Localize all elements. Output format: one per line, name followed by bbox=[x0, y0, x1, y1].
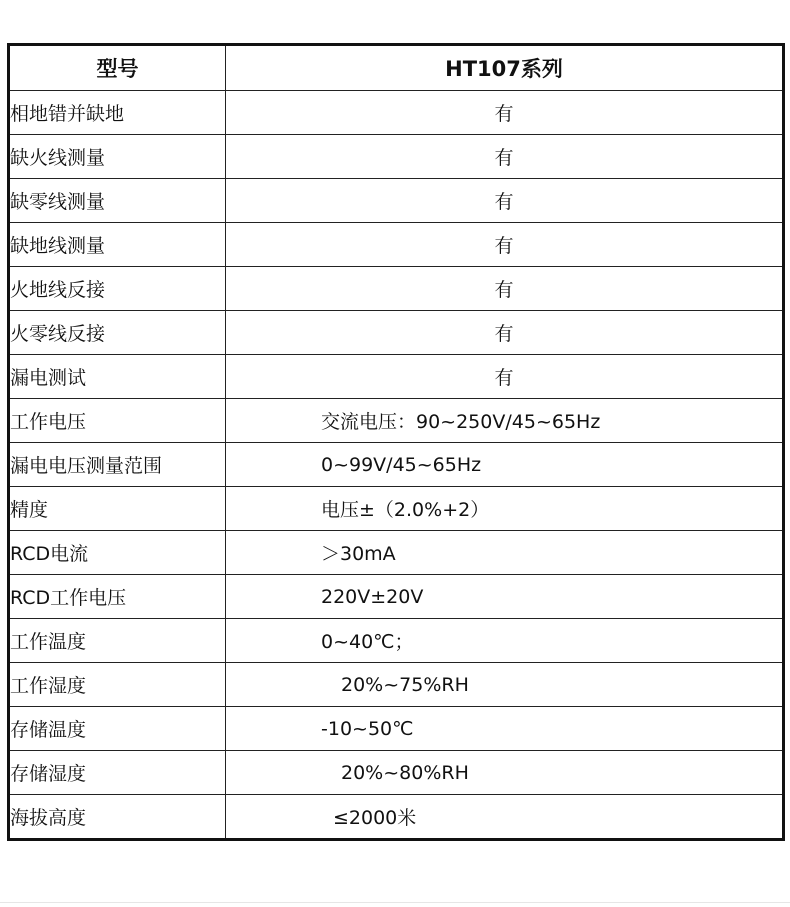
row-value: 20%~80%RH bbox=[226, 751, 784, 795]
header-series-label: HT107系列 bbox=[226, 45, 784, 91]
row-value: 有 bbox=[226, 91, 784, 135]
table-row bbox=[9, 795, 784, 840]
row-value: 220V±20V bbox=[226, 575, 784, 619]
row-value: 交流电压：90~250V/45~65Hz bbox=[226, 399, 784, 443]
table-header-row bbox=[9, 45, 784, 91]
row-label: 存储温度 bbox=[9, 707, 226, 751]
table-row bbox=[9, 223, 784, 267]
header-model-label: 型号 bbox=[9, 45, 226, 91]
row-value: 0~99V/45~65Hz bbox=[226, 443, 784, 487]
row-value: 有 bbox=[226, 179, 784, 223]
table-row bbox=[9, 487, 784, 531]
row-value: 0~40℃； bbox=[226, 619, 784, 663]
table-row bbox=[9, 619, 784, 663]
table-row bbox=[9, 355, 784, 399]
row-value: 有 bbox=[226, 355, 784, 399]
row-label: 火零线反接 bbox=[9, 311, 226, 355]
row-label: 工作湿度 bbox=[9, 663, 226, 707]
row-label: 工作温度 bbox=[9, 619, 226, 663]
table-row bbox=[9, 575, 784, 619]
row-label: RCD工作电压 bbox=[9, 575, 226, 619]
row-value: -10~50℃ bbox=[226, 707, 784, 751]
row-value: 电压±（2.0%+2） bbox=[226, 487, 784, 531]
table-row bbox=[9, 91, 784, 135]
row-label: 漏电电压测量范围 bbox=[9, 443, 226, 487]
row-label: 相地错并缺地 bbox=[9, 91, 226, 135]
table-row bbox=[9, 531, 784, 575]
row-label: 海拔高度 bbox=[9, 795, 226, 840]
row-value: 有 bbox=[226, 311, 784, 355]
spec-table bbox=[7, 43, 785, 841]
row-label: 缺火线测量 bbox=[9, 135, 226, 179]
table-row bbox=[9, 179, 784, 223]
row-value: 有 bbox=[226, 223, 784, 267]
spec-table-body bbox=[9, 91, 784, 840]
row-value: ＞30mA bbox=[226, 531, 784, 575]
table-row bbox=[9, 443, 784, 487]
row-label: 漏电测试 bbox=[9, 355, 226, 399]
table-row bbox=[9, 399, 784, 443]
table-row bbox=[9, 707, 784, 751]
row-value: 有 bbox=[226, 267, 784, 311]
row-value: 有 bbox=[226, 135, 784, 179]
table-row bbox=[9, 135, 784, 179]
table-row bbox=[9, 663, 784, 707]
row-label: 火地线反接 bbox=[9, 267, 226, 311]
row-value: 20%~75%RH bbox=[226, 663, 784, 707]
page-bottom-divider bbox=[0, 902, 790, 903]
row-label: 存储湿度 bbox=[9, 751, 226, 795]
row-label: 精度 bbox=[9, 487, 226, 531]
row-value: ≤2000米 bbox=[226, 795, 784, 840]
row-label: 缺地线测量 bbox=[9, 223, 226, 267]
table-row bbox=[9, 311, 784, 355]
row-label: 工作电压 bbox=[9, 399, 226, 443]
table-row bbox=[9, 267, 784, 311]
row-label: 缺零线测量 bbox=[9, 179, 226, 223]
row-label: RCD电流 bbox=[9, 531, 226, 575]
table-row bbox=[9, 751, 784, 795]
